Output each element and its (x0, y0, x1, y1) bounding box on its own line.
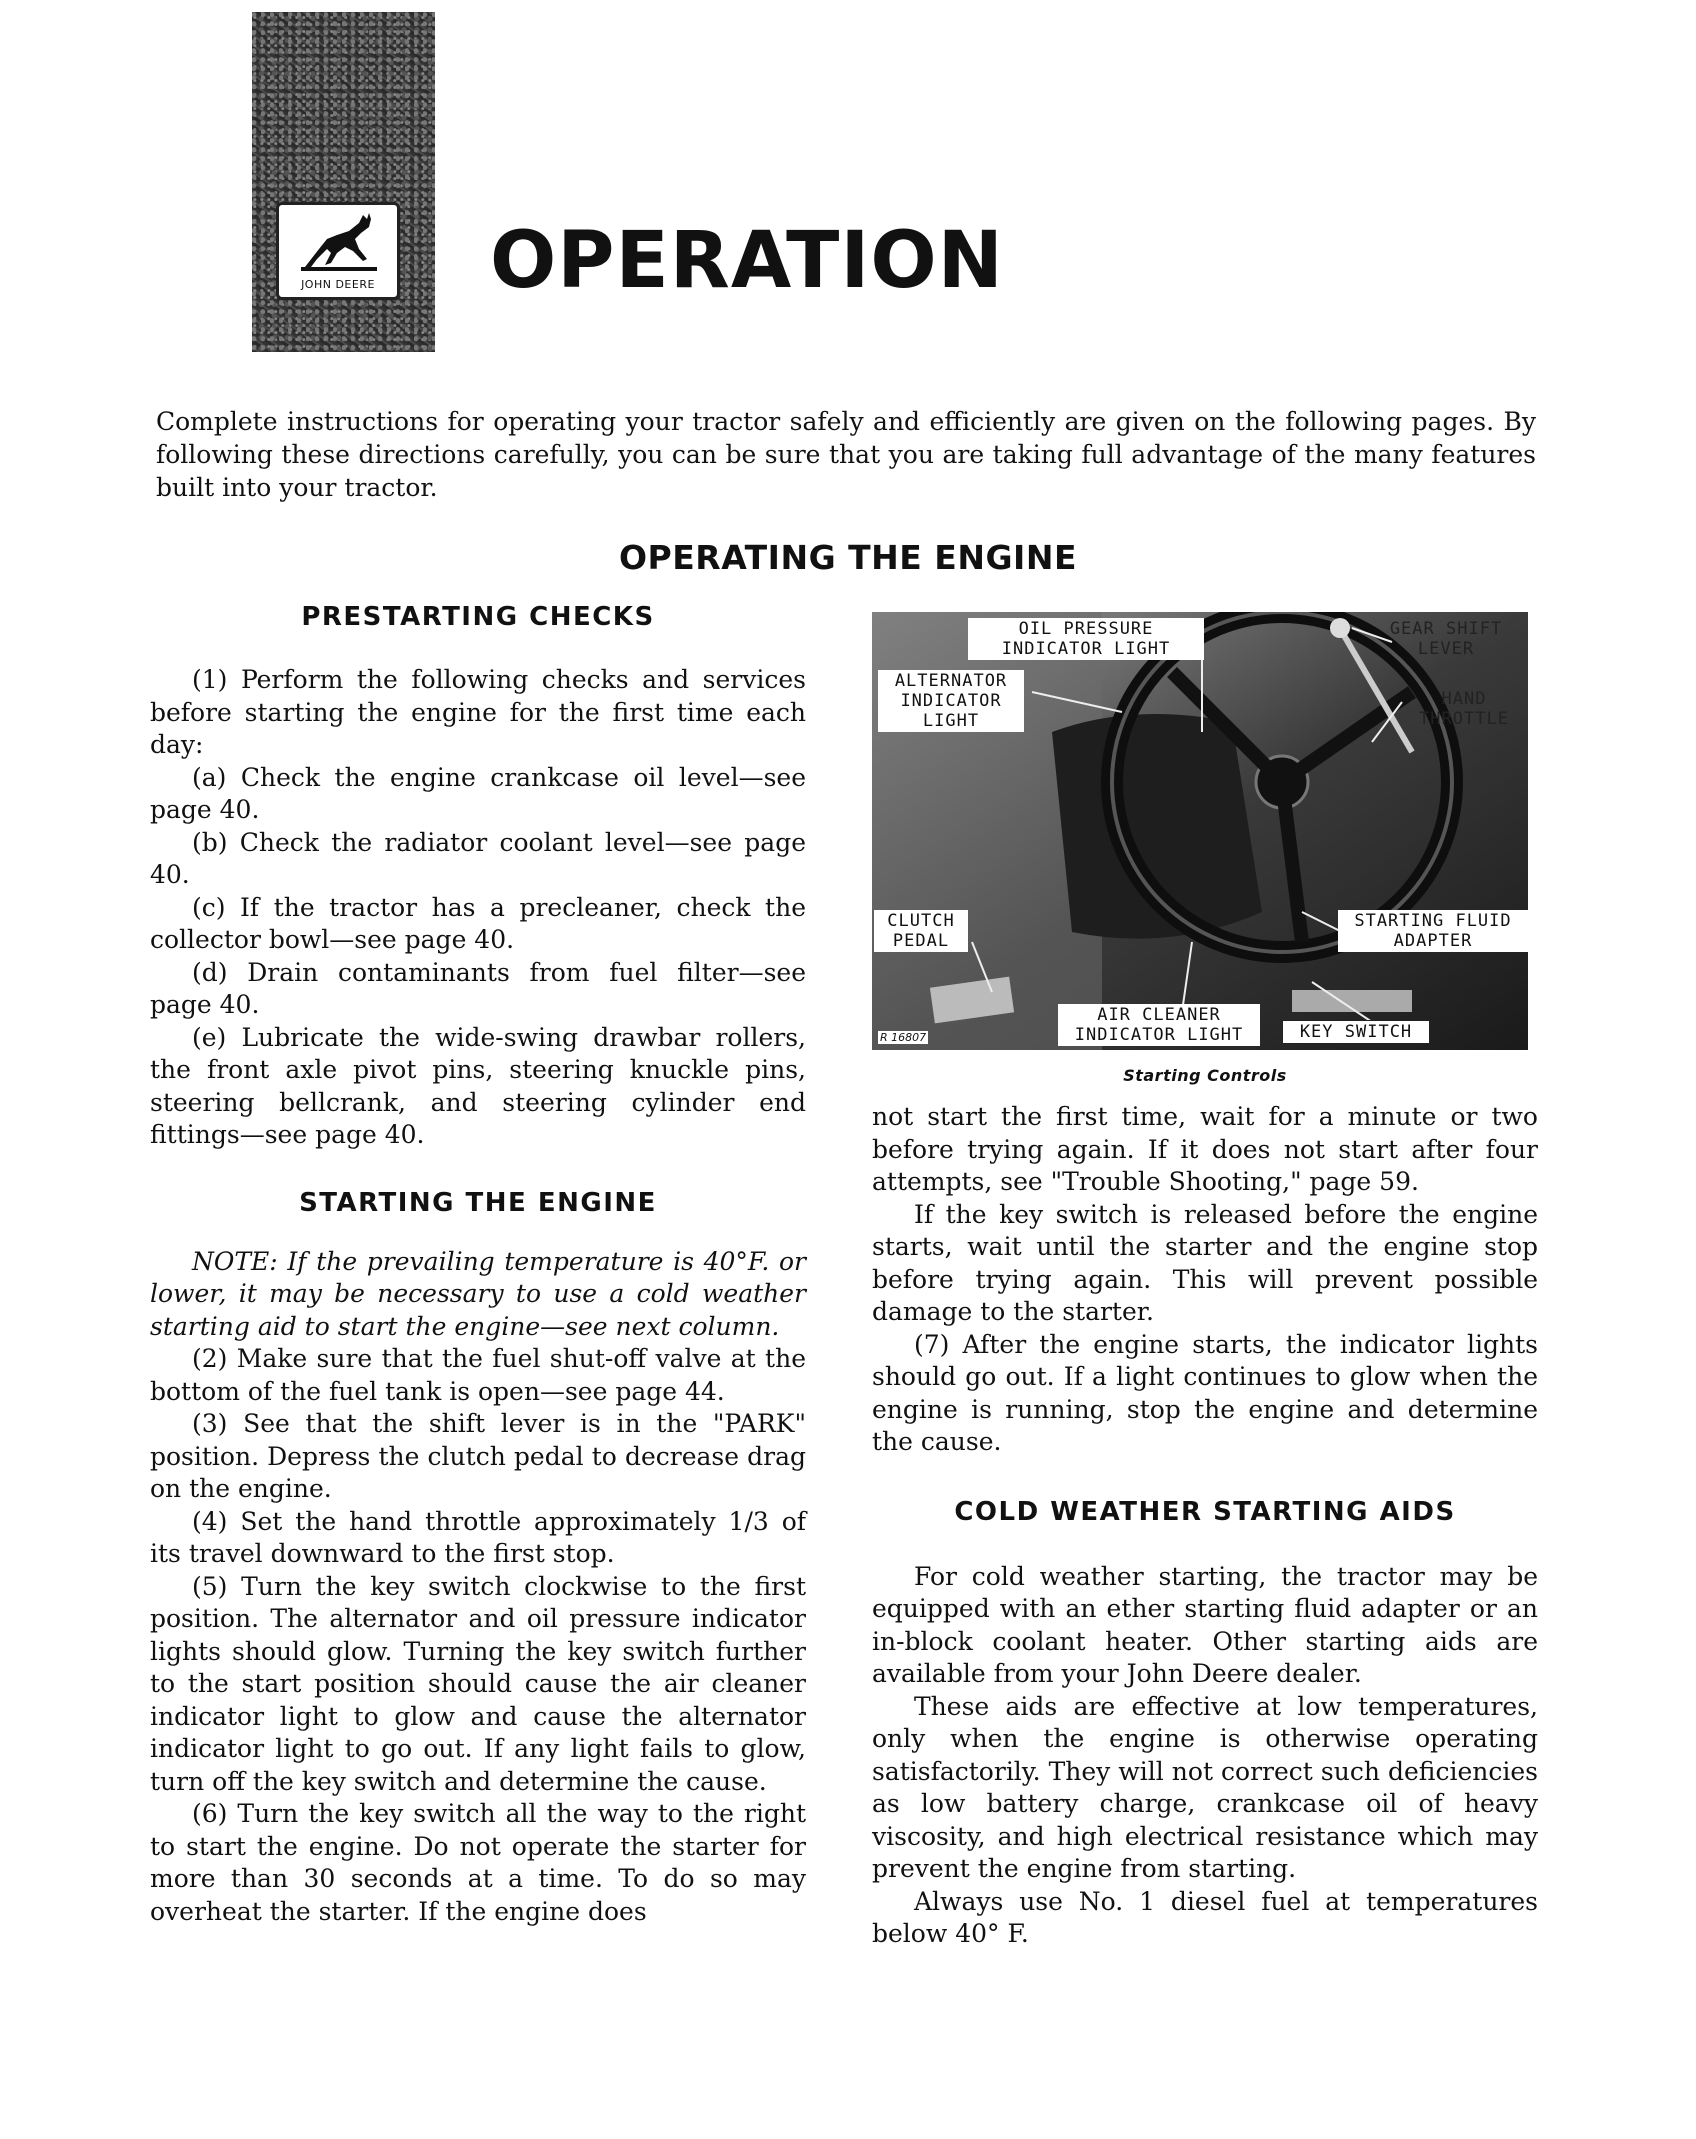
starting-fluid-adapter-label: STARTING FLUID ADAPTER (1338, 910, 1528, 952)
cold-weather-heading: COLD WEATHER STARTING AIDS (954, 1496, 1456, 1527)
air-cleaner-label: AIR CLEANER INDICATOR LIGHT (1058, 1004, 1260, 1046)
prestart-item: (d) Drain contaminants from fuel filter—see page 40. (150, 957, 806, 1019)
hand-throttle-label: HAND THROTTLE (1419, 689, 1509, 729)
key-switch-label: KEY SWITCH (1282, 1020, 1430, 1044)
section-heading: OPERATING THE ENGINE (619, 538, 1077, 577)
gear-shift-label: GEAR SHIFT LEVER (1389, 619, 1503, 659)
starting-item: (3) See that the shift lever is in the "PARK" position. Depress the clutch pedal to decrease drag on the engine. (150, 1409, 806, 1503)
starting-item: (2) Make sure that the fuel shut-off valve at the bottom of the fuel tank is open—see page 44. (150, 1344, 806, 1406)
starting-item: (4) Set the hand throttle approximately 1/3 of its travel downward to the first stop. (150, 1506, 806, 1568)
prestart-item: (1) Perform the following checks and services before starting the engine for the first time each day: (150, 665, 806, 759)
continued-paragraph: not start the first time, wait for a minute or two before trying again. If it does not start after four attempts, see "Trouble Shooting," page 59. (872, 1102, 1538, 1196)
john-deere-logo (252, 12, 435, 352)
prestart-item: (a) Check the engine crankcase oil level—see page 40. (150, 762, 806, 824)
cold-weather-paragraph: For cold weather starting, the tractor may be equipped with an ether starting fluid adapter or an in-block coolant heater. Other starting aids are available from your John Deere dealer. (872, 1561, 1538, 1688)
logo-badge (276, 202, 400, 300)
starting-engine-heading: STARTING THE ENGINE (299, 1187, 657, 1218)
left-column (150, 600, 806, 1928)
starting-controls-photo (872, 612, 1528, 1050)
logo-text: JOHN DEERE (301, 278, 375, 291)
alternator-label: ALTERNATOR INDICATOR LIGHT (878, 670, 1024, 732)
clutch-pedal-label: CLUTCH PEDAL (874, 910, 968, 952)
intro-paragraph: Complete instructions for operating your tractor safely and efficiently are given on the following pages. By following these directions carefully, you can be sure that you are taking full advantage of the many features built into your tractor. (156, 407, 1536, 502)
starting-item: (6) Turn the key switch all the way to the right to start the engine. Do not operate the starter for more than 30 seconds at a time. To do so may overheat the starter. If the engine does (150, 1799, 806, 1926)
cold-temperature-note: NOTE: If the prevailing temperature is 40°F. or lower, it may be necessary to use a cold weather starting aid to start the engine—see next column. (150, 1246, 806, 1341)
photo-id: R 16807 (880, 1031, 927, 1044)
cold-weather-paragraph: Always use No. 1 diesel fuel at temperatures below 40° F. (872, 1886, 1538, 1948)
continued-paragraph: If the key switch is released before the engine starts, wait until the starter and the engine stop before trying again. This will prevent possible damage to the starter. (872, 1199, 1538, 1326)
cold-weather-paragraph: These aids are effective at low temperatures, only when the engine is otherwise operating satisfactorily. They will not correct such deficiencies as low battery charge, crankcase oil of heavy viscosity, and high electrical resistance which may prevent the engine from starting. (872, 1691, 1538, 1883)
prestart-item: (c) If the tractor has a precleaner, check the collector bowl—see page 40. (150, 892, 806, 954)
oil-pressure-label: OIL PRESSURE INDICATOR LIGHT (968, 618, 1204, 660)
figure-caption: Starting Controls (1123, 1066, 1287, 1085)
right-column (872, 612, 1538, 1951)
prestarting-checks-heading: PRESTARTING CHECKS (301, 602, 655, 632)
deer-emblem-icon (297, 209, 381, 275)
page-title: OPERATION (490, 216, 1004, 306)
prestart-item: (e) Lubricate the wide-swing drawbar rollers, the front axle pivot pins, steering knuckle pins, steering bellcrank, and steering cylinder end fittings—see page 40. (150, 1022, 806, 1149)
prestart-item: (b) Check the radiator coolant level—see page 40. (150, 827, 806, 889)
starting-item: (5) Turn the key switch clockwise to the first position. The alternator and oil pressure indicator lights should glow. Turning the key switch further to the start position should cause the air cleaner indicator light to glow and cause the alternator indicator light to go out. If any light fails to glow, turn off the key switch and determine the cause. (150, 1571, 806, 1796)
continued-paragraph: (7) After the engine starts, the indicator lights should go out. If a light continues to glow when the engine is running, stop the engine and determine the cause. (872, 1329, 1538, 1456)
